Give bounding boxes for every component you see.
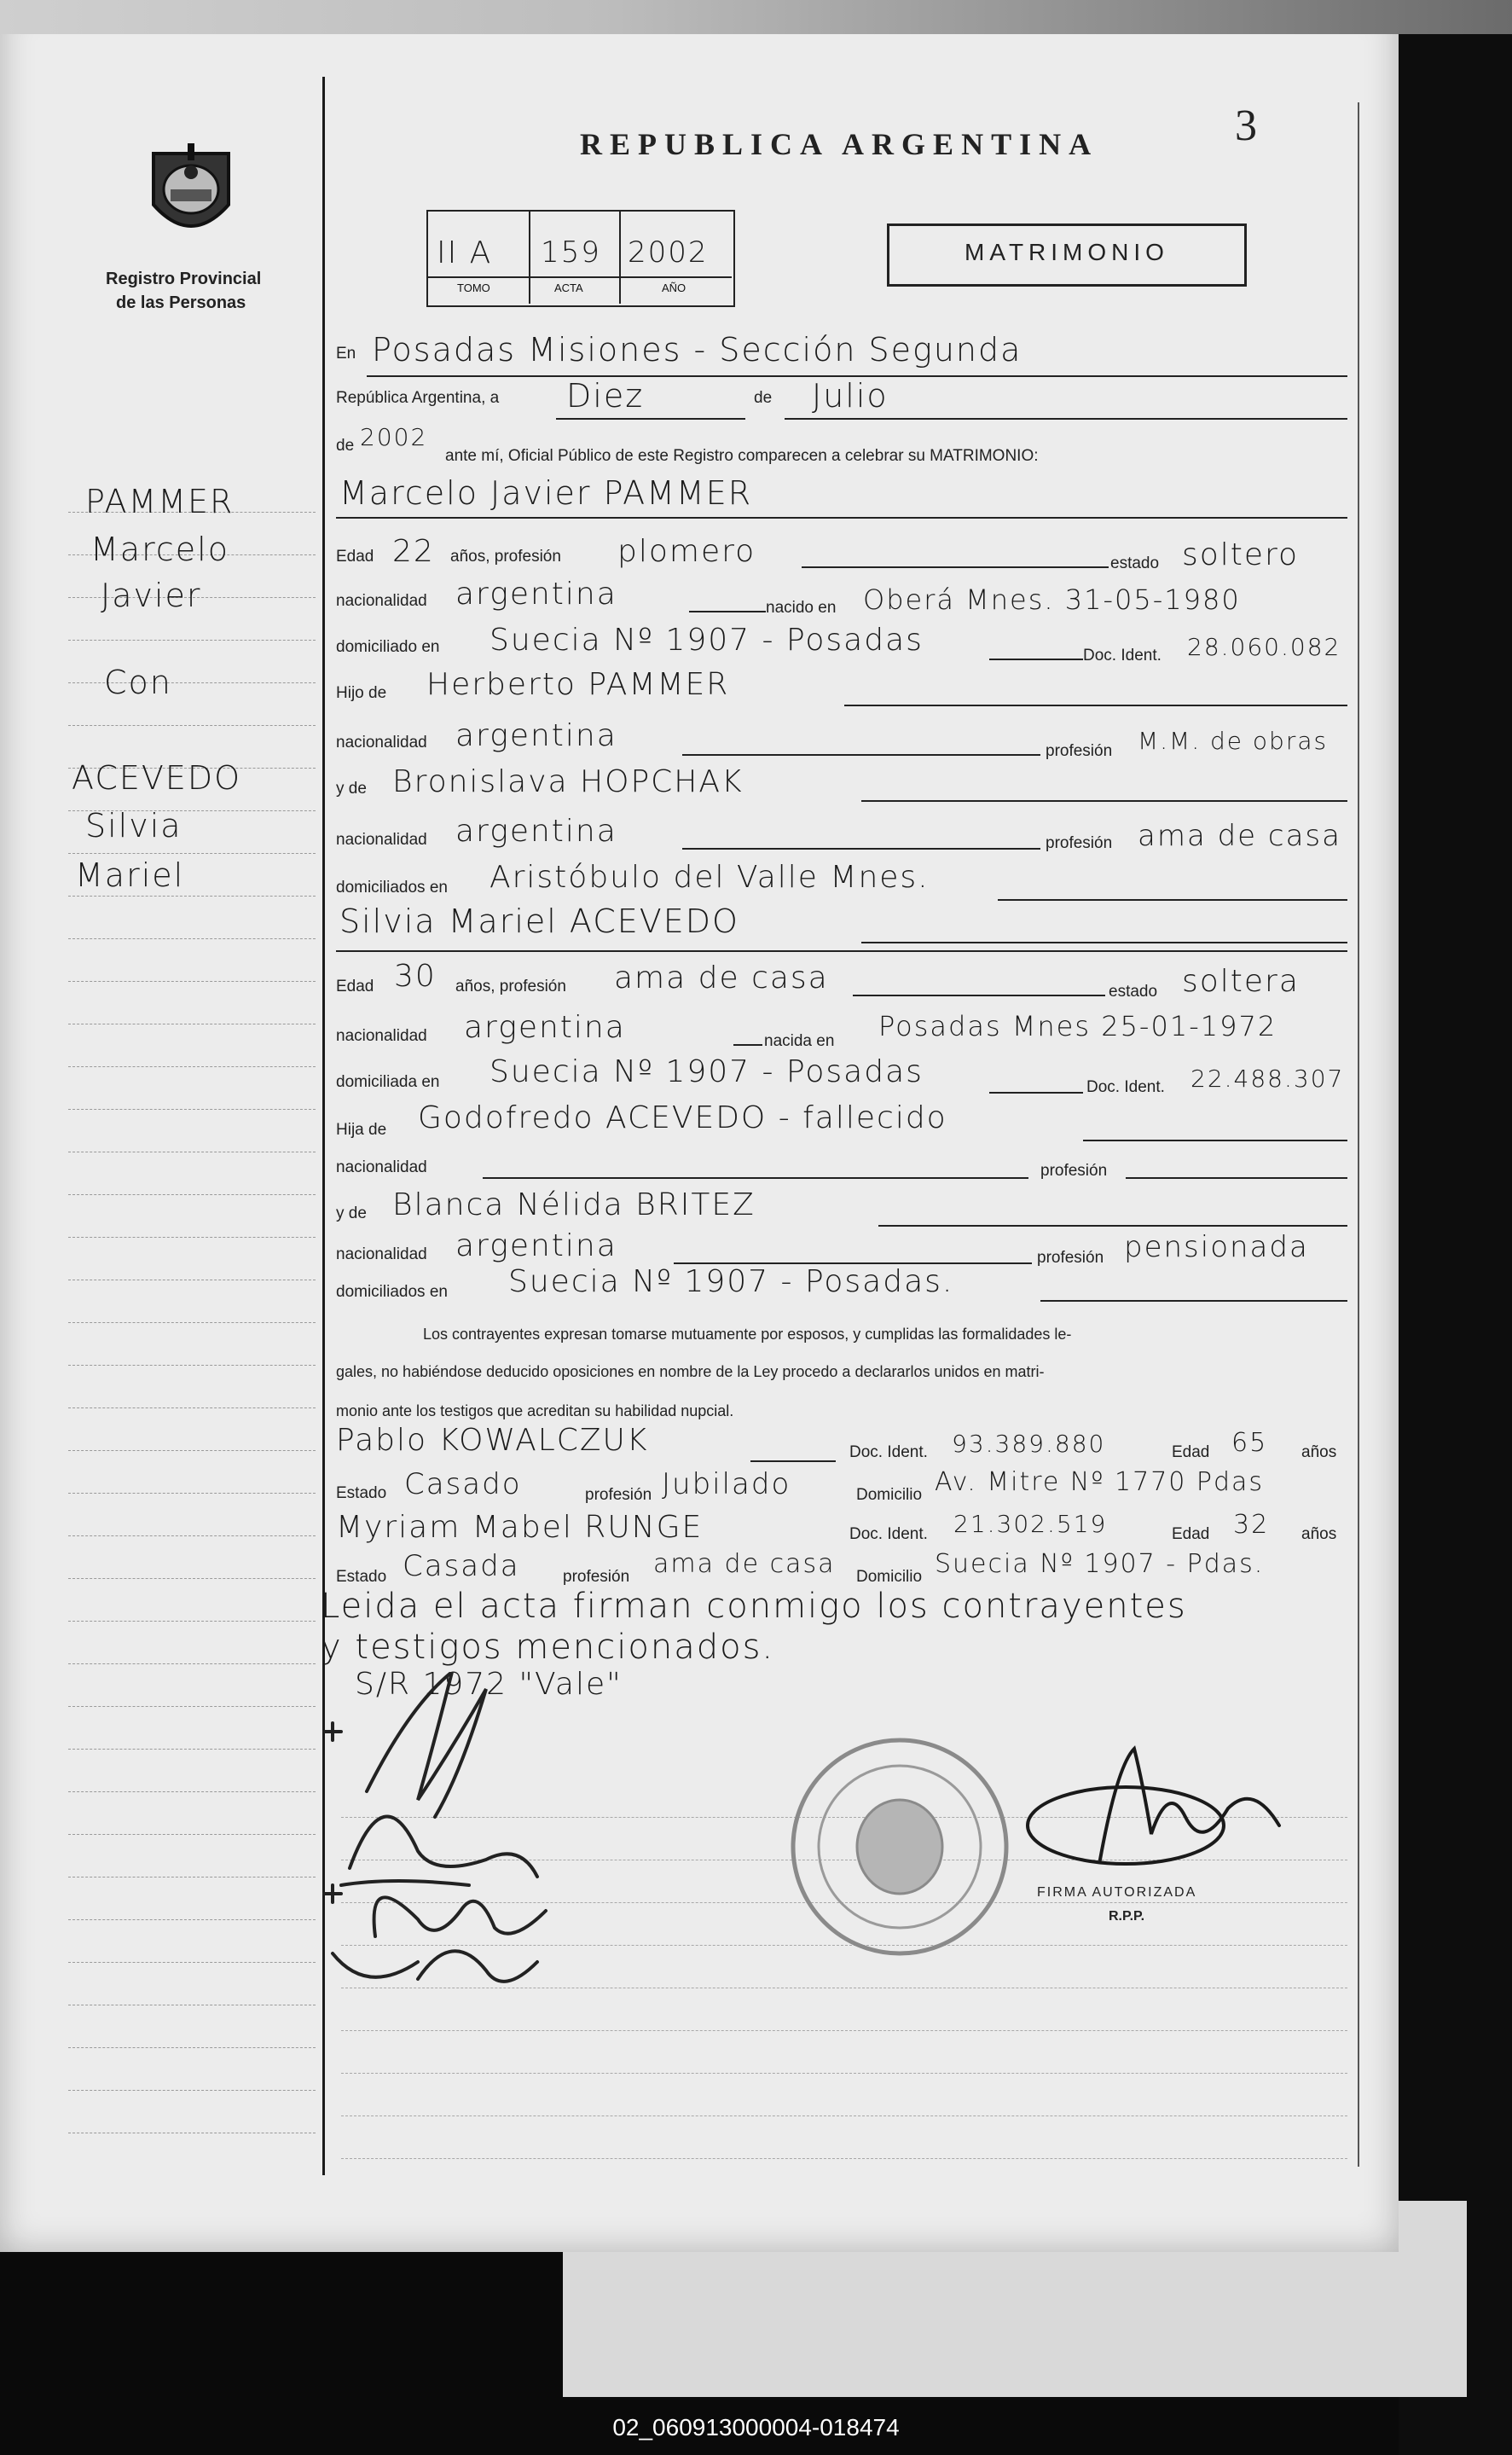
margin-ruled-line [68, 2005, 316, 2006]
declaration-line2: gales, no habiéndose deducido oposiciones en nombre de la Ley procedo a declararlos unidos en matri- [336, 1363, 1045, 1380]
witness2-prof-label: profesión [563, 1568, 630, 1586]
witness2-estado: Casada [403, 1549, 520, 1583]
bride-born: Posadas Mnes 25-01-1972 [878, 1010, 1277, 1042]
declaration-line3: monio ante los testigos que acreditan su habilidad nupcial. [336, 1402, 734, 1419]
witness1-dom-label: Domicilio [856, 1486, 923, 1504]
margin-ruled-line [68, 1450, 316, 1452]
witness2-profession: ama de casa [653, 1549, 836, 1579]
witness1-anos-label: años [1301, 1443, 1337, 1461]
bride-hija-label: Hija de [336, 1121, 387, 1139]
groom-estado: soltero [1182, 537, 1300, 572]
margin-ruled-line [68, 938, 316, 940]
groom-born: Oberá Mnes. 31-05-1980 [863, 583, 1241, 616]
margin-ruled-line [68, 2047, 316, 2049]
bride-doc: 22.488.307 [1190, 1065, 1345, 1093]
margin-ruled-line [68, 1535, 316, 1537]
registry-seal-stamp [785, 1732, 1015, 1962]
witness2-edad-label: Edad [1172, 1525, 1210, 1543]
witness2-anos-label: años [1301, 1525, 1337, 1543]
witness1-estado-label: Estado [336, 1484, 387, 1502]
tomo-label: TOMO [457, 281, 490, 294]
bride-address: Suecia Nº 1907 - Posadas [490, 1054, 924, 1089]
signature-official [1023, 1732, 1305, 1885]
intro-month: Julio [812, 377, 889, 415]
margin-ruled-line [68, 1407, 316, 1409]
margin-bride-first: Silvia [85, 807, 182, 844]
margin-ruled-line [68, 1834, 316, 1836]
margin-bride-surname: ACEVEDO [72, 759, 242, 797]
margin-bride-second: Mariel [75, 856, 185, 894]
groom-age: 22 [392, 534, 435, 569]
groom-father-profession: M.M. de obras [1138, 727, 1329, 755]
margin-ruled-line [68, 896, 316, 897]
closing-line1: Leida el acta firman conmigo los contrayentes [321, 1587, 1187, 1626]
groom-father-prof-label: profesión [1046, 742, 1113, 760]
declaration-line1: Los contrayentes expresan tomarse mutuamente por esposos, y cumplidas las formalidades le- [423, 1326, 1072, 1343]
margin-ruled-line [68, 1322, 316, 1324]
groom-mother-nac-label: nacionalidad [336, 831, 427, 849]
year-prefix: de [336, 437, 355, 455]
bride-mother-prof-label: profesión [1037, 1249, 1104, 1267]
margin-ruled-line [68, 1706, 316, 1708]
intro-year: 2002 [360, 423, 428, 451]
groom-hijo-label: Hijo de [336, 684, 387, 702]
witness1-doc-label: Doc. Ident. [849, 1443, 928, 1461]
margin-ruled-line [68, 1663, 316, 1665]
right-border [1358, 102, 1359, 2167]
margin-ruled-line [68, 1237, 316, 1239]
body-ruled-line [341, 2158, 1347, 2160]
bride-mother: Blanca Nélida BRITEZ [392, 1187, 756, 1222]
margin-ruled-line [68, 1194, 316, 1196]
bride-nationality: argentina [464, 1010, 626, 1045]
witness1-estado: Casado [404, 1467, 522, 1501]
groom-nac-label: nacionalidad [336, 592, 427, 610]
closing-line3: S/R 1972 "Vale" [355, 1667, 623, 1702]
bride-dom-label: domiciliada en [336, 1073, 440, 1091]
registry-emblem-icon [136, 136, 246, 246]
witness2-name: Myriam Mabel RUNGE [336, 1510, 704, 1545]
groom-doc: 28.060.082 [1187, 633, 1341, 661]
margin-ruled-line [68, 1791, 316, 1793]
margin-ruled-line [68, 1066, 316, 1068]
anio-value: 2002 [628, 235, 709, 270]
bride-mother-nac-label: nacionalidad [336, 1245, 427, 1263]
witness1-address: Av. Mitre Nº 1770 Pdas [935, 1467, 1265, 1497]
groom-nationality: argentina [455, 577, 617, 612]
bride-doc-label: Doc. Ident. [1086, 1078, 1165, 1096]
bride-father: Godofredo ACEVEDO - fallecido [418, 1100, 947, 1135]
witness1-age: 65 [1231, 1428, 1268, 1458]
bride-nacida-label: nacida en [764, 1032, 835, 1050]
margin-ruled-line [68, 1919, 316, 1921]
margin-ruled-line [68, 1493, 316, 1494]
right-background [1399, 0, 1512, 2455]
intro-day: Diez [566, 377, 645, 415]
witness2-doc: 21.302.519 [953, 1510, 1108, 1538]
margin-ruled-line [68, 981, 316, 983]
margin-ruled-line [68, 1365, 316, 1367]
groom-name: Marcelo Javier PAMMER [339, 474, 753, 512]
groom-anos-prof-label: años, profesión [450, 548, 561, 566]
groom-profession: plomero [617, 534, 756, 569]
page-number: 3 [1235, 102, 1257, 150]
margin-ruled-line [68, 725, 316, 727]
page-top-edge [0, 0, 1512, 34]
act-type: MATRIMONIO [965, 239, 1169, 265]
groom-nacido-label: nacido en [766, 599, 837, 617]
country-heading: REPUBLICA ARGENTINA [580, 127, 1099, 161]
margin-ruled-line [68, 1749, 316, 1750]
margin-ruled-line [68, 1621, 316, 1622]
margin-ruled-line [68, 1152, 316, 1153]
witness2-dom-label: Domicilio [856, 1568, 923, 1586]
margin-ruled-line [68, 2090, 316, 2092]
bride-parents-address: Suecia Nº 1907 - Posadas. [508, 1264, 954, 1299]
margin-ruled-line [68, 1578, 316, 1580]
groom-parents-address: Aristóbulo del Valle Mnes. [490, 860, 930, 895]
groom-address: Suecia Nº 1907 - Posadas [490, 623, 924, 658]
bride-mother-nationality: argentina [455, 1228, 617, 1263]
margin-ruled-line [68, 640, 316, 641]
witness2-estado-label: Estado [336, 1568, 387, 1586]
registry-name-line2: de las Personas [116, 293, 246, 312]
groom-mother-nationality: argentina [455, 814, 617, 849]
intro-de-label: de [754, 389, 773, 407]
groom-mother-profession: ama de casa [1138, 819, 1341, 853]
witness1-edad-label: Edad [1172, 1443, 1210, 1461]
groom-father: Herberto PAMMER [426, 667, 730, 702]
margin-ruled-line [68, 1109, 316, 1111]
groom-mother-prof-label: profesión [1046, 834, 1113, 852]
margin-ruled-line [68, 1877, 316, 1878]
bride-estado: soltera [1182, 964, 1300, 999]
body-ruled-line [341, 2073, 1347, 2075]
anio-label: AÑO [662, 281, 686, 294]
bride-age: 30 [394, 959, 437, 994]
witness2-age: 32 [1233, 1510, 1270, 1540]
margin-con: Con [104, 664, 172, 701]
margin-ruled-line [68, 2133, 316, 2134]
margin-groom-surname: PAMMER [85, 483, 235, 520]
stamp-text-firma: FIRMA AUTORIZADA [1037, 1885, 1197, 1900]
acta-label: ACTA [554, 281, 583, 294]
witness1-doc: 93.389.880 [952, 1430, 1106, 1458]
groom-father-nac-label: nacionalidad [336, 734, 427, 752]
bride-name: Silvia Mariel ACEVEDO [339, 902, 739, 940]
document-id-footer: 02_060913000004-018474 [612, 2414, 900, 2440]
acta-value: 159 [541, 235, 601, 270]
groom-yde-label: y de [336, 780, 367, 798]
groom-mother: Bronislava HOPCHAK [392, 764, 744, 799]
bride-nac-label: nacionalidad [336, 1027, 427, 1045]
republica-label: República Argentina, a [336, 389, 500, 407]
bride-estado-label: estado [1109, 983, 1158, 1001]
body-ruled-line [341, 2115, 1347, 2117]
witness1-prof-label: profesión [585, 1486, 652, 1504]
margin-ruled-line [68, 1962, 316, 1964]
bride-father-prof-label: profesión [1040, 1162, 1108, 1180]
stamp-text-rpp: R.P.P. [1109, 1909, 1145, 1924]
closing-line2: y testigos mencionados. [321, 1628, 775, 1667]
groom-parents-dom-label: domiciliados en [336, 879, 448, 897]
groom-father-nationality: argentina [455, 718, 617, 753]
margin-groom-first: Marcelo [90, 531, 229, 568]
bride-profession: ama de casa [614, 961, 829, 995]
bride-parents-dom-label: domiciliados en [336, 1283, 448, 1301]
en-label: En [336, 345, 356, 363]
bride-anos-prof-label: años, profesión [455, 978, 566, 995]
groom-estado-label: estado [1110, 554, 1160, 572]
witness1-profession: Jubilado [662, 1467, 791, 1501]
witness2-doc-label: Doc. Ident. [849, 1525, 928, 1543]
margin-ruled-line [68, 853, 316, 855]
bride-yde-label: y de [336, 1204, 367, 1222]
bride-mother-profession: pensionada [1124, 1230, 1309, 1264]
signatures [316, 1672, 623, 2013]
margin-groom-second: Javier [101, 577, 202, 614]
groom-edad-label: Edad [336, 548, 374, 566]
witness2-address: Suecia Nº 1907 - Pdas. [935, 1549, 1265, 1579]
margin-ruled-line [68, 1024, 316, 1025]
intro-place: Posadas Misiones - Sección Segunda [372, 331, 1022, 369]
body-ruled-line [341, 2030, 1347, 2032]
margin-ruled-line [68, 1280, 316, 1281]
ante-text: ante mí, Oficial Público de este Registro comparecen a celebrar su MATRIMONIO: [445, 447, 1039, 465]
bride-edad-label: Edad [336, 978, 374, 995]
groom-dom-label: domiciliado en [336, 638, 440, 656]
tomo-value: II A [437, 235, 493, 270]
witness1-name: Pablo KOWALCZUK [336, 1423, 649, 1458]
groom-doc-label: Doc. Ident. [1083, 647, 1162, 665]
bride-father-nac-label: nacionalidad [336, 1158, 427, 1176]
registry-name-line1: Registro Provincial [106, 270, 262, 288]
